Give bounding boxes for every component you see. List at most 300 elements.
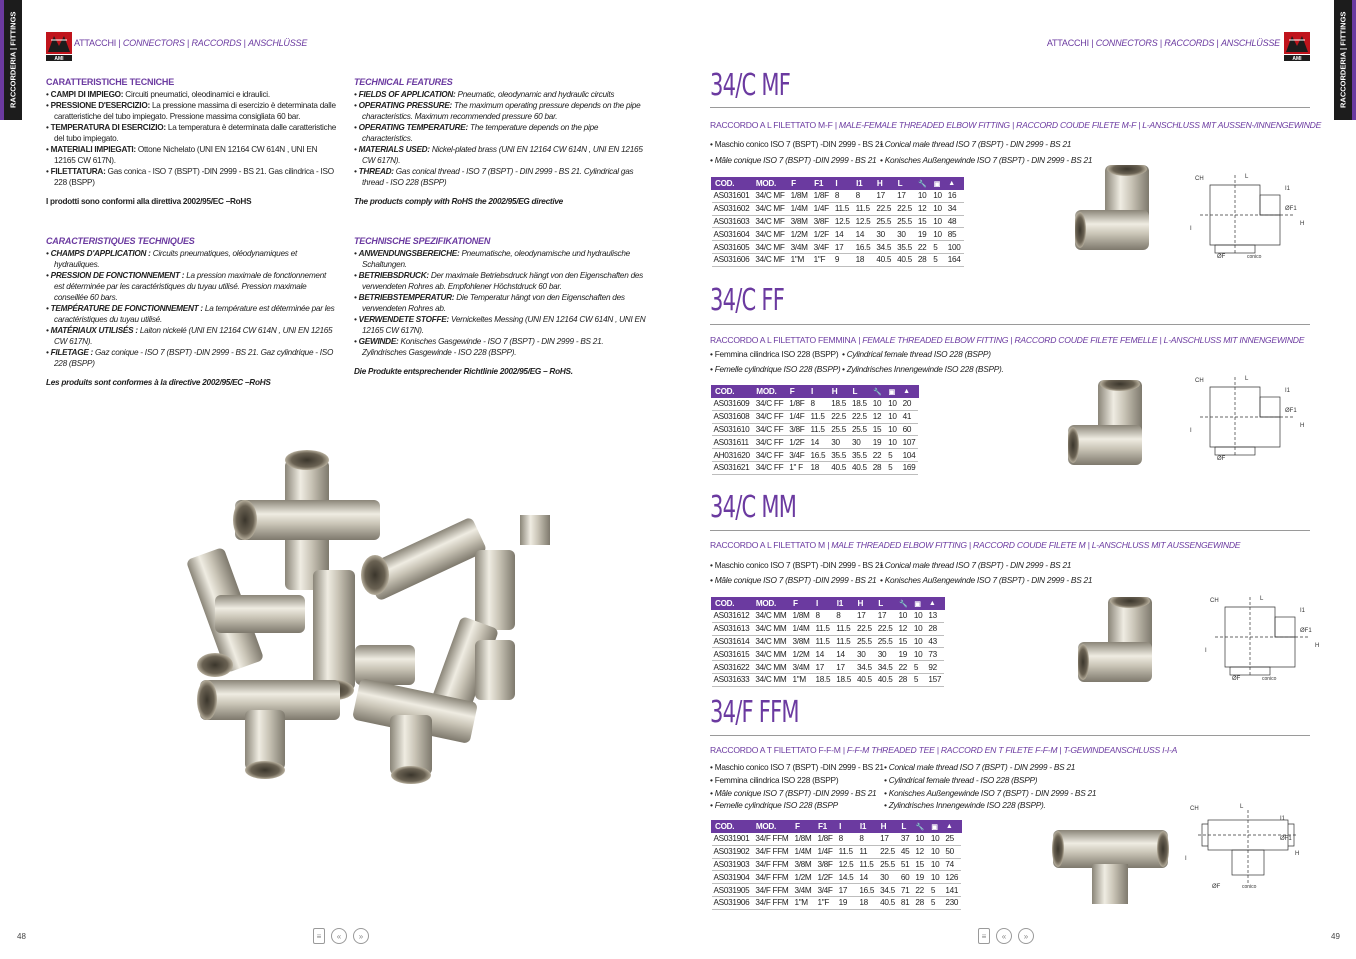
feature-value: Ottone Nichelato (UNI EN 12164 CW 614N , UNI EN 12165 CW 617N). xyxy=(54,145,318,165)
feature-item xyxy=(354,270,648,292)
table-cell: 10 xyxy=(885,410,900,423)
table-cell: 18.5 xyxy=(849,398,870,411)
table-cell: 1/2F xyxy=(814,871,835,884)
feature-key: GEWINDE: xyxy=(358,337,399,346)
table-cell: 30 xyxy=(877,871,898,884)
table-cell: 40.5 xyxy=(854,673,875,686)
table-cell: 19 xyxy=(870,436,885,449)
feature-item xyxy=(354,100,648,122)
table-cell: 16.5 xyxy=(807,449,828,462)
table-cell: 104 xyxy=(900,449,919,462)
column-header: COD. xyxy=(712,598,753,610)
table-cell: 14.5 xyxy=(836,871,857,884)
table-cell: 28 xyxy=(912,896,927,909)
section-bullet: • Cylindrical female thread ISO 228 (BSPP) xyxy=(842,349,991,359)
feature-value: Die Temperatur hängt von den Eigenschaften des verwendeten Rohres ab. xyxy=(362,293,625,313)
section-bullet: • Femmina cilindrica ISO 228 (BSPP) xyxy=(710,775,839,785)
table-cell: 10 xyxy=(885,423,900,436)
column-header: F xyxy=(791,821,814,833)
table-cell: 34/F FFM xyxy=(752,858,791,871)
table-row xyxy=(712,190,964,203)
features-fr-heading: CARACTERISTIQUES TECHNIQUES xyxy=(46,236,195,246)
feature-item xyxy=(354,122,648,144)
feature-value: La pression maximale de fonctionnement est déterminée par les caractéristiques du tuyau utilisé. Pression maximale conseillée 60 bars. xyxy=(54,271,327,302)
table-cell: AS031902 xyxy=(712,845,753,858)
wrench-icon: 🔧 xyxy=(870,386,885,398)
table-cell: 126 xyxy=(942,871,961,884)
table-cell: 1/4M xyxy=(788,202,811,215)
box-icon: ▣ xyxy=(928,821,943,833)
table-cell: 60 xyxy=(900,423,919,436)
feature-key: BETRIEBSDRUCK: xyxy=(358,271,429,280)
features-en-heading: TECHNICAL FEATURES xyxy=(354,77,453,87)
table-cell: 1/8M xyxy=(789,610,812,623)
feature-value: Gas conica - ISO 7 (BSPT) -DIN 2999 - BS 21. Gas cilindrica - ISO 228 (BSPP) xyxy=(54,167,334,187)
table-cell: 18.5 xyxy=(833,673,854,686)
features-english xyxy=(354,77,648,207)
next-page-icon[interactable]: » xyxy=(1018,928,1034,944)
column-header: H xyxy=(877,821,898,833)
table-cell: 25.5 xyxy=(877,858,898,871)
table-cell: 25.5 xyxy=(828,423,849,436)
features-de-note: Die Produkte entsprechender Richtlinie 2002/95/EG – RoHS. xyxy=(354,367,573,376)
table-cell: AS031603 xyxy=(712,215,753,228)
table-cell: 25.5 xyxy=(849,423,870,436)
right-brand-logo xyxy=(1284,32,1310,64)
table-cell: 12 xyxy=(895,622,910,635)
table-cell: 34/F FFM xyxy=(752,833,791,846)
table-cell: 17 xyxy=(812,661,833,674)
table-row xyxy=(712,215,964,228)
table-cell: AS031614 xyxy=(712,635,753,648)
drawing-label-l: L xyxy=(1240,804,1244,810)
table-cell: 18.5 xyxy=(828,398,849,411)
table-cell: AS031604 xyxy=(712,228,753,241)
table-cell: 12 xyxy=(915,202,930,215)
table-cell: 28 xyxy=(915,253,930,266)
table-cell: 35.5 xyxy=(849,449,870,462)
column-header: MOD. xyxy=(752,821,791,833)
table-cell: 34/C FF xyxy=(753,410,786,423)
wrench-icon: 🔧 xyxy=(915,178,930,190)
table-cell: 11 xyxy=(856,845,877,858)
table-cell: 34/C FF xyxy=(753,423,786,436)
next-page-icon[interactable]: » xyxy=(353,928,369,944)
table-cell: 10 xyxy=(928,845,943,858)
drawing-label-conico: conico xyxy=(1262,676,1277,682)
column-header: H xyxy=(873,178,894,190)
table-cell: 30 xyxy=(873,228,894,241)
table-cell: 25.5 xyxy=(873,215,894,228)
table-cell: 9 xyxy=(832,253,853,266)
table-cell: 5 xyxy=(885,461,900,474)
table-cell: 34.5 xyxy=(873,241,894,254)
table-row xyxy=(712,673,945,686)
table-cell: 22.5 xyxy=(854,622,875,635)
table-cell: 43 xyxy=(925,635,944,648)
feature-key: PRESSIONE D'ESERCIZIO: xyxy=(50,101,150,110)
table-cell: 11.5 xyxy=(853,202,874,215)
table-row xyxy=(712,228,964,241)
feature-value: The temperature depends on the pipe characteristics. xyxy=(362,123,599,143)
drawing-label-l: L xyxy=(1260,596,1264,602)
previous-page-icon[interactable]: « xyxy=(996,928,1012,944)
section-bullet: • Maschio conico ISO 7 (BSPT) -DIN 2999 - BS 21 xyxy=(710,762,884,772)
table-cell: 8 xyxy=(812,610,833,623)
table-cell: 50 xyxy=(942,845,961,858)
table-cell: 10 xyxy=(911,635,926,648)
table-cell: 14 xyxy=(807,436,828,449)
drawing-label-ch: CH xyxy=(1190,806,1199,812)
table-cell: 141 xyxy=(942,884,961,897)
fitting-photo xyxy=(1078,597,1168,697)
right-side-tab: RACCORDERIA | FITTINGS xyxy=(1334,0,1352,120)
column-header: I xyxy=(836,821,857,833)
feature-key: TEMPERATURA DI ESERCIZIO: xyxy=(50,123,166,132)
section-bullet: • Maschio conico ISO 7 (BSPT) -DIN 2999 - BS 21 xyxy=(710,560,884,570)
table-cell: 22.5 xyxy=(828,410,849,423)
column-header: COD. xyxy=(712,821,753,833)
table-cell: 19 xyxy=(895,648,910,661)
table-cell: 17 xyxy=(832,241,853,254)
section-bullet: • Cylindrical female thread - ISO 228 (BSPP) xyxy=(884,775,1038,785)
drawing-label-of1: ØF1 xyxy=(1300,628,1312,634)
table-cell: 5 xyxy=(930,253,945,266)
table-cell: 28 xyxy=(925,622,944,635)
product-table xyxy=(711,385,919,475)
features-de-heading: TECHNISCHE SPEZIFIKATIONEN xyxy=(354,236,491,246)
table-cell: 10 xyxy=(885,436,900,449)
table-row xyxy=(712,423,919,436)
wrench-icon: 🔧 xyxy=(895,598,910,610)
feature-item xyxy=(46,166,338,188)
feature-key: MATÉRIAUX UTILISÉS : xyxy=(50,326,138,335)
technical-drawing xyxy=(1185,170,1310,260)
table-cell: 14 xyxy=(833,648,854,661)
table-cell: 34.5 xyxy=(877,884,898,897)
column-header: H xyxy=(854,598,875,610)
table-cell: 30 xyxy=(875,648,896,661)
feature-item xyxy=(46,270,338,303)
feature-value: Konisches Gasgewinde - ISO 7 (BSPT) - DIN 2999 - BS 21. Zylindrisches Gasgewinde - ISO 228 (BSPP). xyxy=(362,337,604,357)
svg-text:AMI: AMI xyxy=(1292,56,1302,62)
table-cell: 22 xyxy=(912,884,927,897)
table-cell: AS031904 xyxy=(712,871,753,884)
feature-value: The maximum operating pressure depends on the pipe characteristics. Maximum recommended pressure 60 bar. xyxy=(362,101,641,121)
left-brand-logo xyxy=(46,32,72,64)
svg-text:AMI: AMI xyxy=(54,56,64,62)
table-cell: AS031633 xyxy=(712,673,753,686)
toc-icon[interactable]: ≡ xyxy=(313,928,325,944)
right-page-number: 49 xyxy=(1331,932,1340,941)
table-cell: 10 xyxy=(930,228,945,241)
table-cell: 14 xyxy=(856,871,877,884)
table-cell: 40.5 xyxy=(828,461,849,474)
table-row xyxy=(712,845,962,858)
drawing-label-ch: CH xyxy=(1195,378,1204,384)
table-cell: 40.5 xyxy=(877,896,898,909)
left-side-tab: RACCORDERIA | FITTINGS xyxy=(4,0,22,120)
column-header: I1 xyxy=(853,178,874,190)
table-row xyxy=(712,610,945,623)
table-cell: 34.5 xyxy=(875,661,896,674)
table-cell: 16 xyxy=(945,190,964,203)
table-cell: AS031606 xyxy=(712,253,753,266)
feature-value: La température est déterminée par les caractéristiques du tuyau utilisé. xyxy=(54,304,335,324)
table-cell: 8 xyxy=(853,190,874,203)
drawing-label-i1: I1 xyxy=(1285,388,1291,394)
table-cell: 1/4F xyxy=(814,845,835,858)
section-divider xyxy=(710,107,1310,108)
previous-page-icon[interactable]: « xyxy=(331,928,347,944)
table-cell: 34/C MF xyxy=(752,253,787,266)
drawing-label-i1: I1 xyxy=(1285,186,1291,192)
features-fr-note: Les produits sont conformes à la directive 2002/95/EC –RoHS xyxy=(46,378,271,387)
table-cell: 28 xyxy=(895,673,910,686)
bag-icon: ▲ xyxy=(942,821,961,833)
table-row xyxy=(712,461,919,474)
table-cell: 10 xyxy=(928,833,943,846)
table-cell: AS031905 xyxy=(712,884,753,897)
table-cell: 25.5 xyxy=(854,635,875,648)
section-subtitle: RACCORDO A T FILETTATO F-F-M | F-F-M THREADED TEE | RACCORD EN T FILETE F-F-M | T-GEWINDEANSCHLUSS I-I-A xyxy=(710,745,1178,755)
table-cell: 34/C MM xyxy=(752,673,789,686)
table-row xyxy=(712,253,964,266)
section-bullet: • Zylindrisches Innengewinde ISO 228 (BSPP). xyxy=(884,800,1046,810)
table-cell: 34/C MF xyxy=(752,228,787,241)
features-italian xyxy=(46,77,338,207)
section-bullet: • Konisches Außengewinde ISO 7 (BSPT) - DIN 2999 - BS 21 xyxy=(880,575,1093,585)
box-icon: ▣ xyxy=(885,386,900,398)
section-divider xyxy=(710,735,1310,736)
table-cell: 10 xyxy=(930,190,945,203)
table-cell: 71 xyxy=(898,884,913,897)
feature-value: Gaz conique - ISO 7 (BSPT) -DIN 2999 - BS 21. Gaz cylindrique - ISO 228 (BSPP) xyxy=(54,348,334,368)
table-cell: 11.5 xyxy=(807,410,828,423)
table-cell: 34/F FFM xyxy=(752,845,791,858)
table-cell: 5 xyxy=(911,661,926,674)
table-cell: 1/4F xyxy=(811,202,832,215)
technical-drawing xyxy=(1185,372,1310,462)
features-french xyxy=(46,236,338,388)
table-cell: 30 xyxy=(828,436,849,449)
section-bullet: • Mâle conique ISO 7 (BSPT) -DIN 2999 - BS 21 xyxy=(710,575,877,585)
drawing-label-i: I xyxy=(1190,226,1192,232)
right-page-nav xyxy=(978,928,1034,944)
table-cell: 3/8M xyxy=(788,215,811,228)
section-subtitle: RACCORDO A L FILETTATO M-F | MALE-FEMALE THREADED ELBOW FITTING | RACCORD COUDE FILETE M-F | L-ANSCHLUSS MIT AUSSEN-/INNENGEWINDE xyxy=(710,120,1322,130)
table-cell: 34/C MM xyxy=(752,622,789,635)
column-header: I xyxy=(812,598,833,610)
table-row xyxy=(712,410,919,423)
feature-key: OPERATING TEMPERATURE: xyxy=(358,123,468,132)
drawing-label-i1: I1 xyxy=(1280,816,1286,822)
table-cell: 34/C FF xyxy=(753,436,786,449)
table-cell: 81 xyxy=(898,896,913,909)
technical-drawing xyxy=(1180,800,1305,890)
table-cell: AS031601 xyxy=(712,190,753,203)
drawing-label-of1: ØF1 xyxy=(1285,408,1297,414)
table-cell: 1"M xyxy=(789,673,812,686)
feature-item xyxy=(46,303,338,325)
feature-item xyxy=(46,100,338,122)
table-cell: AS031613 xyxy=(712,622,753,635)
table-cell: 34/C FF xyxy=(753,449,786,462)
table-cell: 3/4M xyxy=(789,661,812,674)
feature-item xyxy=(354,292,648,314)
column-header: L xyxy=(898,821,913,833)
column-header: F xyxy=(786,386,807,398)
section-bullet: • Conical male thread ISO 7 (BSPT) - DIN 2999 - BS 21 xyxy=(884,762,1076,772)
table-cell: 12.5 xyxy=(836,858,857,871)
features-en-note: The products comply with RoHS the 2002/95/EG directive xyxy=(354,197,563,206)
drawing-label-l: L xyxy=(1245,376,1249,382)
column-header: I xyxy=(807,386,828,398)
table-cell: 15 xyxy=(915,215,930,228)
left-page-nav xyxy=(313,928,369,944)
drawing-label-of: ØF xyxy=(1217,456,1226,462)
bag-icon: ▲ xyxy=(900,386,919,398)
drawing-label-conico: conico xyxy=(1242,884,1257,890)
table-cell: 11.5 xyxy=(832,202,853,215)
table-cell: 34/C MF xyxy=(752,202,787,215)
table-cell: 10 xyxy=(930,202,945,215)
table-row xyxy=(712,436,919,449)
table-cell: 30 xyxy=(854,648,875,661)
product-table xyxy=(711,820,962,910)
table-cell: 3/8F xyxy=(786,423,807,436)
table-cell: 14 xyxy=(832,228,853,241)
section-title: 34/C MF xyxy=(710,68,791,103)
table-cell: 12 xyxy=(870,410,885,423)
drawing-label-of: ØF xyxy=(1212,884,1221,890)
table-cell: 1/8F xyxy=(811,190,832,203)
column-header: COD. xyxy=(712,386,753,398)
table-cell: AH031620 xyxy=(712,449,753,462)
table-cell: 1/2M xyxy=(788,228,811,241)
table-row xyxy=(712,871,962,884)
table-cell: 10 xyxy=(911,610,926,623)
table-cell: 13 xyxy=(925,610,944,623)
table-cell: 18 xyxy=(856,896,877,909)
table-cell: AS031903 xyxy=(712,858,753,871)
table-cell: 164 xyxy=(945,253,964,266)
table-cell: 25.5 xyxy=(894,215,915,228)
table-cell: 16.5 xyxy=(853,241,874,254)
drawing-label-conico: conico xyxy=(1247,254,1262,260)
table-row xyxy=(712,398,919,411)
table-cell: 40.5 xyxy=(875,673,896,686)
table-cell: 22 xyxy=(895,661,910,674)
table-cell: 34/C MM xyxy=(752,610,789,623)
table-cell: 41 xyxy=(900,410,919,423)
features-it-note: I prodotti sono conformi alla direttiva 2002/95/EC –RoHS xyxy=(46,197,252,206)
table-cell: AS031611 xyxy=(712,436,753,449)
table-cell: 10 xyxy=(928,871,943,884)
table-cell: 25 xyxy=(942,833,961,846)
table-cell: AS031615 xyxy=(712,648,753,661)
table-cell: 22 xyxy=(915,241,930,254)
drawing-label-i: I xyxy=(1205,648,1207,654)
section-subtitle: RACCORDO A L FILETTATO M | MALE THREADED ELBOW FITTING | RACCORD COUDE FILETE M | L-ANSCHLUSS MIT AUSSENGEWINDE xyxy=(710,540,1241,550)
table-cell: 85 xyxy=(945,228,964,241)
feature-value: La temperatura è determinata dalle caratteristiche del tubo impiegato. xyxy=(54,123,337,143)
table-cell: 34 xyxy=(945,202,964,215)
column-header: F xyxy=(788,178,811,190)
table-cell: 1" F xyxy=(786,461,807,474)
table-cell: 11.5 xyxy=(807,423,828,436)
section-bullet: • Mâle conique ISO 7 (BSPT) -DIN 2999 - BS 21 xyxy=(710,155,877,165)
drawing-label-i1: I1 xyxy=(1300,608,1306,614)
feature-value: Pneumatische, oleodynamische und hydraulische Schaltungen. xyxy=(362,249,630,269)
table-cell: 10 xyxy=(870,398,885,411)
table-cell: 1/2F xyxy=(786,436,807,449)
feature-key: TEMPÉRATURE DE FONCTIONNEMENT : xyxy=(50,304,203,313)
section-bullet: • Mâle conique ISO 7 (BSPT) -DIN 2999 - BS 21 xyxy=(710,788,877,798)
column-header: I1 xyxy=(833,598,854,610)
feature-item xyxy=(354,89,648,100)
feature-value: Pneumatic, oleodynamic and hydraulic circuits xyxy=(455,90,615,99)
table-cell: 30 xyxy=(849,436,870,449)
feature-value: La pressione massima di esercizio è determinata dalle caratteristiche del tubo impiegato. Pressione massima consigliata 60 bar. xyxy=(54,101,336,121)
table-cell: 22.5 xyxy=(875,622,896,635)
table-cell: AS031608 xyxy=(712,410,753,423)
section-title: 34/C FF xyxy=(710,283,785,318)
table-cell: 3/4M xyxy=(788,241,811,254)
table-cell: 12.5 xyxy=(832,215,853,228)
table-cell: 5 xyxy=(885,449,900,462)
drawing-label-h: H xyxy=(1300,423,1305,429)
table-cell: 14 xyxy=(812,648,833,661)
feature-key: FILETAGE : xyxy=(50,348,94,357)
table-cell: 14 xyxy=(853,228,874,241)
section-divider xyxy=(710,324,1310,325)
fitting-photo xyxy=(1068,380,1158,480)
technical-drawing xyxy=(1200,592,1325,682)
table-cell: 1"F xyxy=(814,896,835,909)
table-cell: 48 xyxy=(945,215,964,228)
table-row xyxy=(712,635,945,648)
table-cell: AS031612 xyxy=(712,610,753,623)
table-cell: 10 xyxy=(930,215,945,228)
table-cell: 3/4F xyxy=(814,884,835,897)
table-cell: 1/8F xyxy=(814,833,835,846)
table-cell: 51 xyxy=(898,858,913,871)
section-bullet: • Maschio conico ISO 7 (BSPT) -DIN 2999 - BS 21 xyxy=(710,139,884,149)
table-cell: 5 xyxy=(930,241,945,254)
column-header: I xyxy=(832,178,853,190)
features-it-heading: CARATTERISTICHE TECNICHE xyxy=(46,77,175,87)
drawing-label-of1: ØF1 xyxy=(1285,206,1297,212)
table-cell: 45 xyxy=(898,845,913,858)
table-cell: AS031901 xyxy=(712,833,753,846)
bag-icon: ▲ xyxy=(945,178,964,190)
toc-icon[interactable]: ≡ xyxy=(978,928,990,944)
feature-key: OPERATING PRESSURE: xyxy=(358,101,453,110)
table-cell: 10 xyxy=(911,648,926,661)
feature-item xyxy=(354,336,648,358)
table-cell: 3/8M xyxy=(791,858,814,871)
right-header: ATTACCHI | CONNECTORS | RACCORDS | ANSCHLÜSSE xyxy=(1046,38,1280,48)
section-bullet: • Konisches Außengewinde ISO 7 (BSPT) - DIN 2999 - BS 21 xyxy=(880,155,1093,165)
feature-item xyxy=(46,248,338,270)
table-cell: 34/C MM xyxy=(752,648,789,661)
table-cell: AS031602 xyxy=(712,202,753,215)
table-cell: 1/8M xyxy=(791,833,814,846)
section-title: 34/F FFM xyxy=(710,695,799,730)
table-cell: 5 xyxy=(928,884,943,897)
table-cell: 15 xyxy=(870,423,885,436)
